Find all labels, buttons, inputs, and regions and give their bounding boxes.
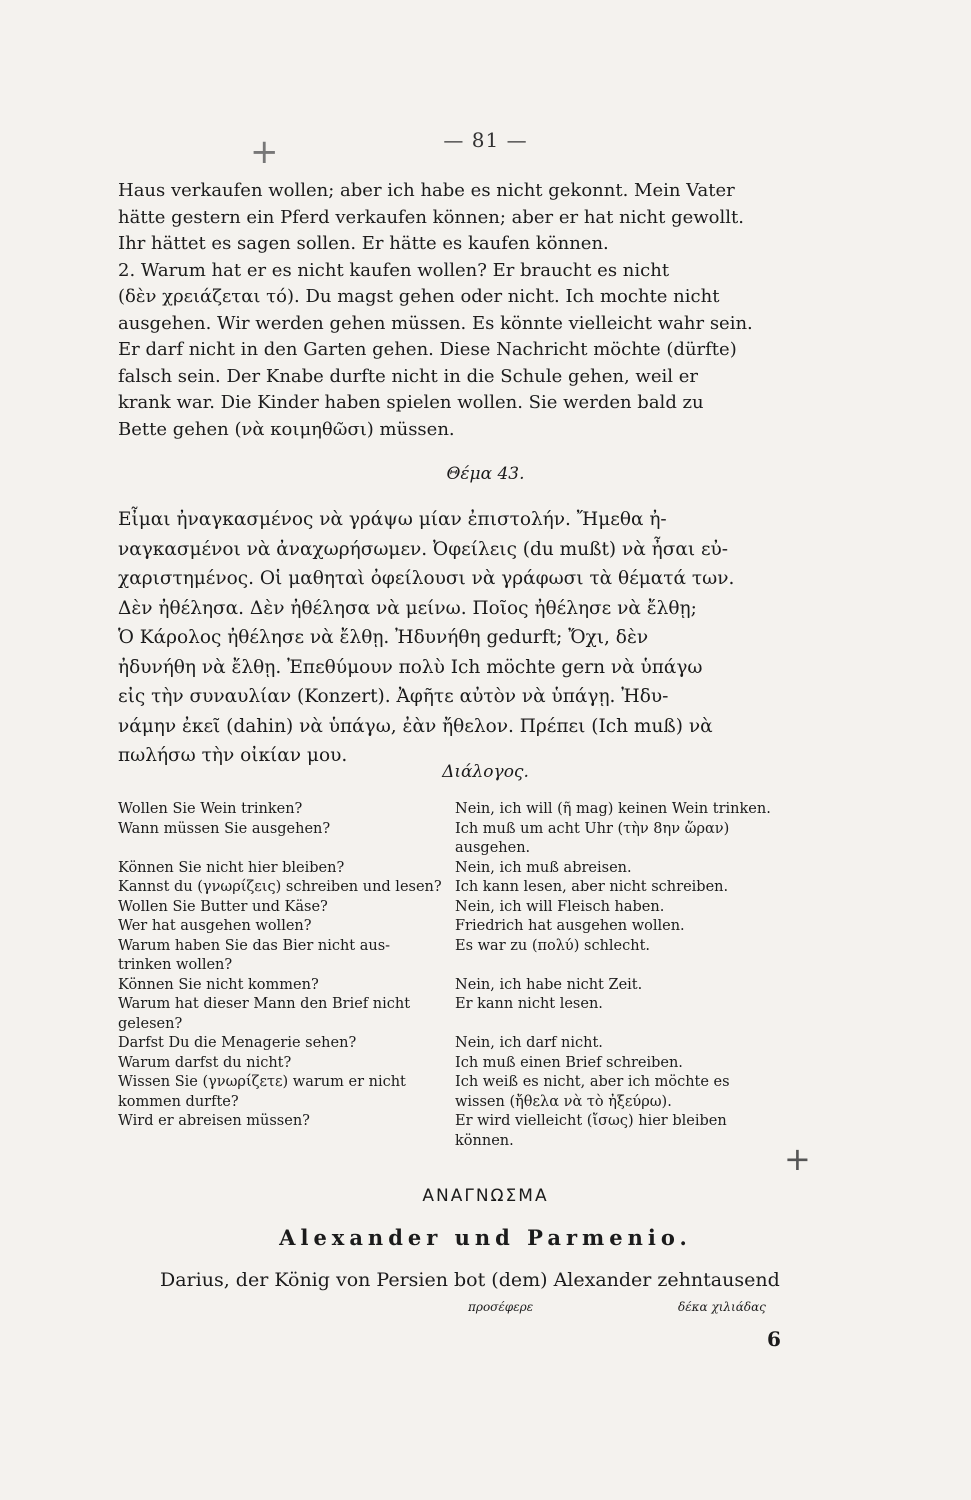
dialog-question: Warum haben Sie das Bier nicht aus- (118, 937, 391, 954)
dialog-row (118, 859, 788, 879)
text-line: krank war. Die Kinder haben spielen wollen. Sie werden bald zu (118, 392, 704, 413)
dialog-row (118, 800, 788, 820)
dialog-question: Wollen Sie Wein trinken? (118, 801, 303, 817)
dialog-answer (455, 956, 788, 976)
margin-cross-mark-top: + (250, 132, 279, 172)
story-title: Alexander und Parmenio. (279, 1225, 692, 1250)
dialog-heading: Διάλογος. (442, 762, 529, 782)
dialog-answer: Es war zu (πολύ) schlecht. (455, 937, 651, 954)
dialog-question: Wollen Sie Butter und Käse? (118, 898, 328, 915)
text-line: εἰς τὴν συναυλίαν (Konzert). Ἀφῆτε αὐτὸν νὰ ὑπάγῃ. Ἠδυ- (118, 686, 669, 707)
dialog-row (118, 1073, 788, 1093)
dialog-answer: Er kann nicht lesen. (455, 996, 603, 1012)
dialog-answer: Ich muß einen Brief schreiben. (455, 1054, 683, 1071)
text-line: falsch sein. Der Knabe durfte nicht in die Schule gehen, weil er (118, 365, 698, 387)
dialog-answer: Nein, ich will Fleisch haben. (455, 898, 665, 915)
page-number: — 81 — (443, 128, 528, 152)
text-line: hätte gestern ein Pferd verkaufen können; aber er hat nicht gewollt. (118, 206, 744, 228)
german-exercise-paragraph (118, 178, 783, 443)
dialog-row (118, 1015, 788, 1035)
dialog-question: Wird er abreisen müssen? (118, 1113, 310, 1129)
text-line: Ὁ Κάρολος ἠθέλησε νὰ ἔλθῃ. Ἠδυνήθη gedurft; Ὄχι, δὲν (118, 627, 649, 648)
dialog-question: trinken wollen? (118, 957, 233, 973)
dialog-table (118, 800, 788, 1151)
dialog-answer: Ich muß um acht Uhr (τὴν 8ην ὥραν) (455, 820, 730, 837)
dialog-question: Wissen Sie (γνωρίζετε) warum er nicht (118, 1074, 406, 1090)
dialog-question: Warum darfst du nicht? (118, 1054, 292, 1071)
dialog-row (118, 1054, 788, 1074)
dialog-question (118, 839, 455, 859)
text-line: (δὲν χρειάζεται τό). Du magst gehen oder nicht. Ich mochte nicht (118, 286, 720, 307)
dialog-answer: Ich weiß es nicht, aber ich möchte es (455, 1074, 730, 1090)
dialog-row (118, 839, 788, 859)
dialog-row (118, 1034, 788, 1054)
text-line: Εἶμαι ἠναγκασμένος νὰ γράψω μίαν ἐπιστολήν. Ἤμεθα ἠ- (118, 509, 667, 530)
dialog-row (118, 898, 788, 918)
dialog-row (118, 820, 788, 840)
dialog-answer: wissen (ἤθελα νὰ τὸ ἠξεύρω). (455, 1093, 672, 1110)
dialog-row (118, 1093, 788, 1113)
thema-heading: Θέμα 43. (446, 464, 525, 484)
dialog-answer: Friedrich hat ausgehen wollen. (455, 918, 685, 934)
dialog-row (118, 956, 788, 976)
dialog-answer: Nein, ich habe nicht Zeit. (455, 976, 643, 993)
text-line: Haus verkaufen wollen; aber ich habe es nicht gekonnt. Mein Vater (118, 180, 735, 201)
dialog-row (118, 976, 788, 996)
text-line: Er darf nicht in den Garten gehen. Diese Nachricht möchte (dürfte) (118, 339, 737, 360)
text-line: 2. Warum hat er es nicht kaufen wollen? Er braucht es nicht (118, 259, 670, 281)
dialog-answer: ausgehen. (455, 840, 531, 856)
text-line: Δὲν ἠθέλησα. Δὲν ἠθέλησα νὰ μείνω. Ποῖος ἠθέλησε νὰ ἔλθῃ; (118, 597, 697, 619)
reading-heading: ΑΝΑΓΝΩΣΜΑ (422, 1186, 549, 1206)
dialog-question: Können Sie nicht hier bleiben? (118, 859, 345, 876)
dialog-row (118, 917, 788, 937)
dialog-row (118, 878, 788, 898)
dialog-answer: Nein, ich muß abreisen. (455, 859, 632, 876)
dialog-question: Können Sie nicht kommen? (118, 976, 319, 993)
gloss-note: προσέφερε (468, 1300, 534, 1314)
text-line: ἠδυνήθη νὰ ἔλθῃ. Ἐπεθύμουν πολὺ Ich möchte gern νὰ ὑπάγω (118, 656, 703, 678)
text-line: Bette gehen (νὰ κοιμηθῶσι) müssen. (118, 418, 455, 440)
dialog-question: Warum hat dieser Mann den Brief nicht (118, 996, 411, 1012)
text-line: Ihr hättet es sagen sollen. Er hätte es kaufen können. (118, 233, 609, 254)
text-line: πωλήσω τὴν οἰκίαν μου. (118, 745, 348, 766)
dialog-question: kommen durfte? (118, 1093, 239, 1110)
signature-mark: 6 (767, 1327, 781, 1351)
dialog-answer (455, 1015, 788, 1035)
dialog-question: gelesen? (118, 1015, 183, 1032)
dialog-answer: Ich kann lesen, aber nicht schreiben. (455, 879, 729, 895)
text-line: νάμην ἐκεῖ (dahin) νὰ ὑπάγω, ἐὰν ἤθελον. Πρέπει (Ich muß) νὰ (118, 715, 713, 737)
dialog-question: Wer hat ausgehen wollen? (118, 918, 312, 934)
dialog-row (118, 1112, 788, 1151)
gloss-note: δέκα χιλιάδας (678, 1300, 766, 1314)
story-first-line: Darius, der König von Persien bot (dem) Alexander zehntausend (160, 1269, 780, 1291)
dialog-answer: Nein, ich darf nicht. (455, 1035, 603, 1051)
dialog-row (118, 937, 788, 957)
dialog-answer: Nein, ich will (ῆ mag) keinen Wein trinken. (455, 801, 771, 817)
dialog-question: Darfst Du die Menagerie sehen? (118, 1035, 357, 1051)
dialog-question: Kannst du (γνωρίζεις) schreiben und lesen? (118, 879, 442, 895)
margin-cross-mark-bottom: + (784, 1140, 811, 1178)
text-line: ausgehen. Wir werden gehen müssen. Es könnte vielleicht wahr sein. (118, 312, 753, 334)
text-line: ναγκασμένοι νὰ ἀναχωρήσωμεν. Ὀφείλεις (du mußt) νὰ ἦσαι εὐ- (118, 538, 729, 560)
greek-exercise-paragraph (118, 505, 783, 771)
dialog-row (118, 995, 788, 1015)
dialog-question: Wann müssen Sie ausgehen? (118, 820, 331, 837)
dialog-answer: Er wird vielleicht (ἴσως) hier bleiben können. (455, 1113, 727, 1149)
text-line: χαριστημένος. Οἱ μαθηταὶ ὀφείλουσι νὰ γράφωσι τὰ θέματά των. (118, 568, 735, 589)
